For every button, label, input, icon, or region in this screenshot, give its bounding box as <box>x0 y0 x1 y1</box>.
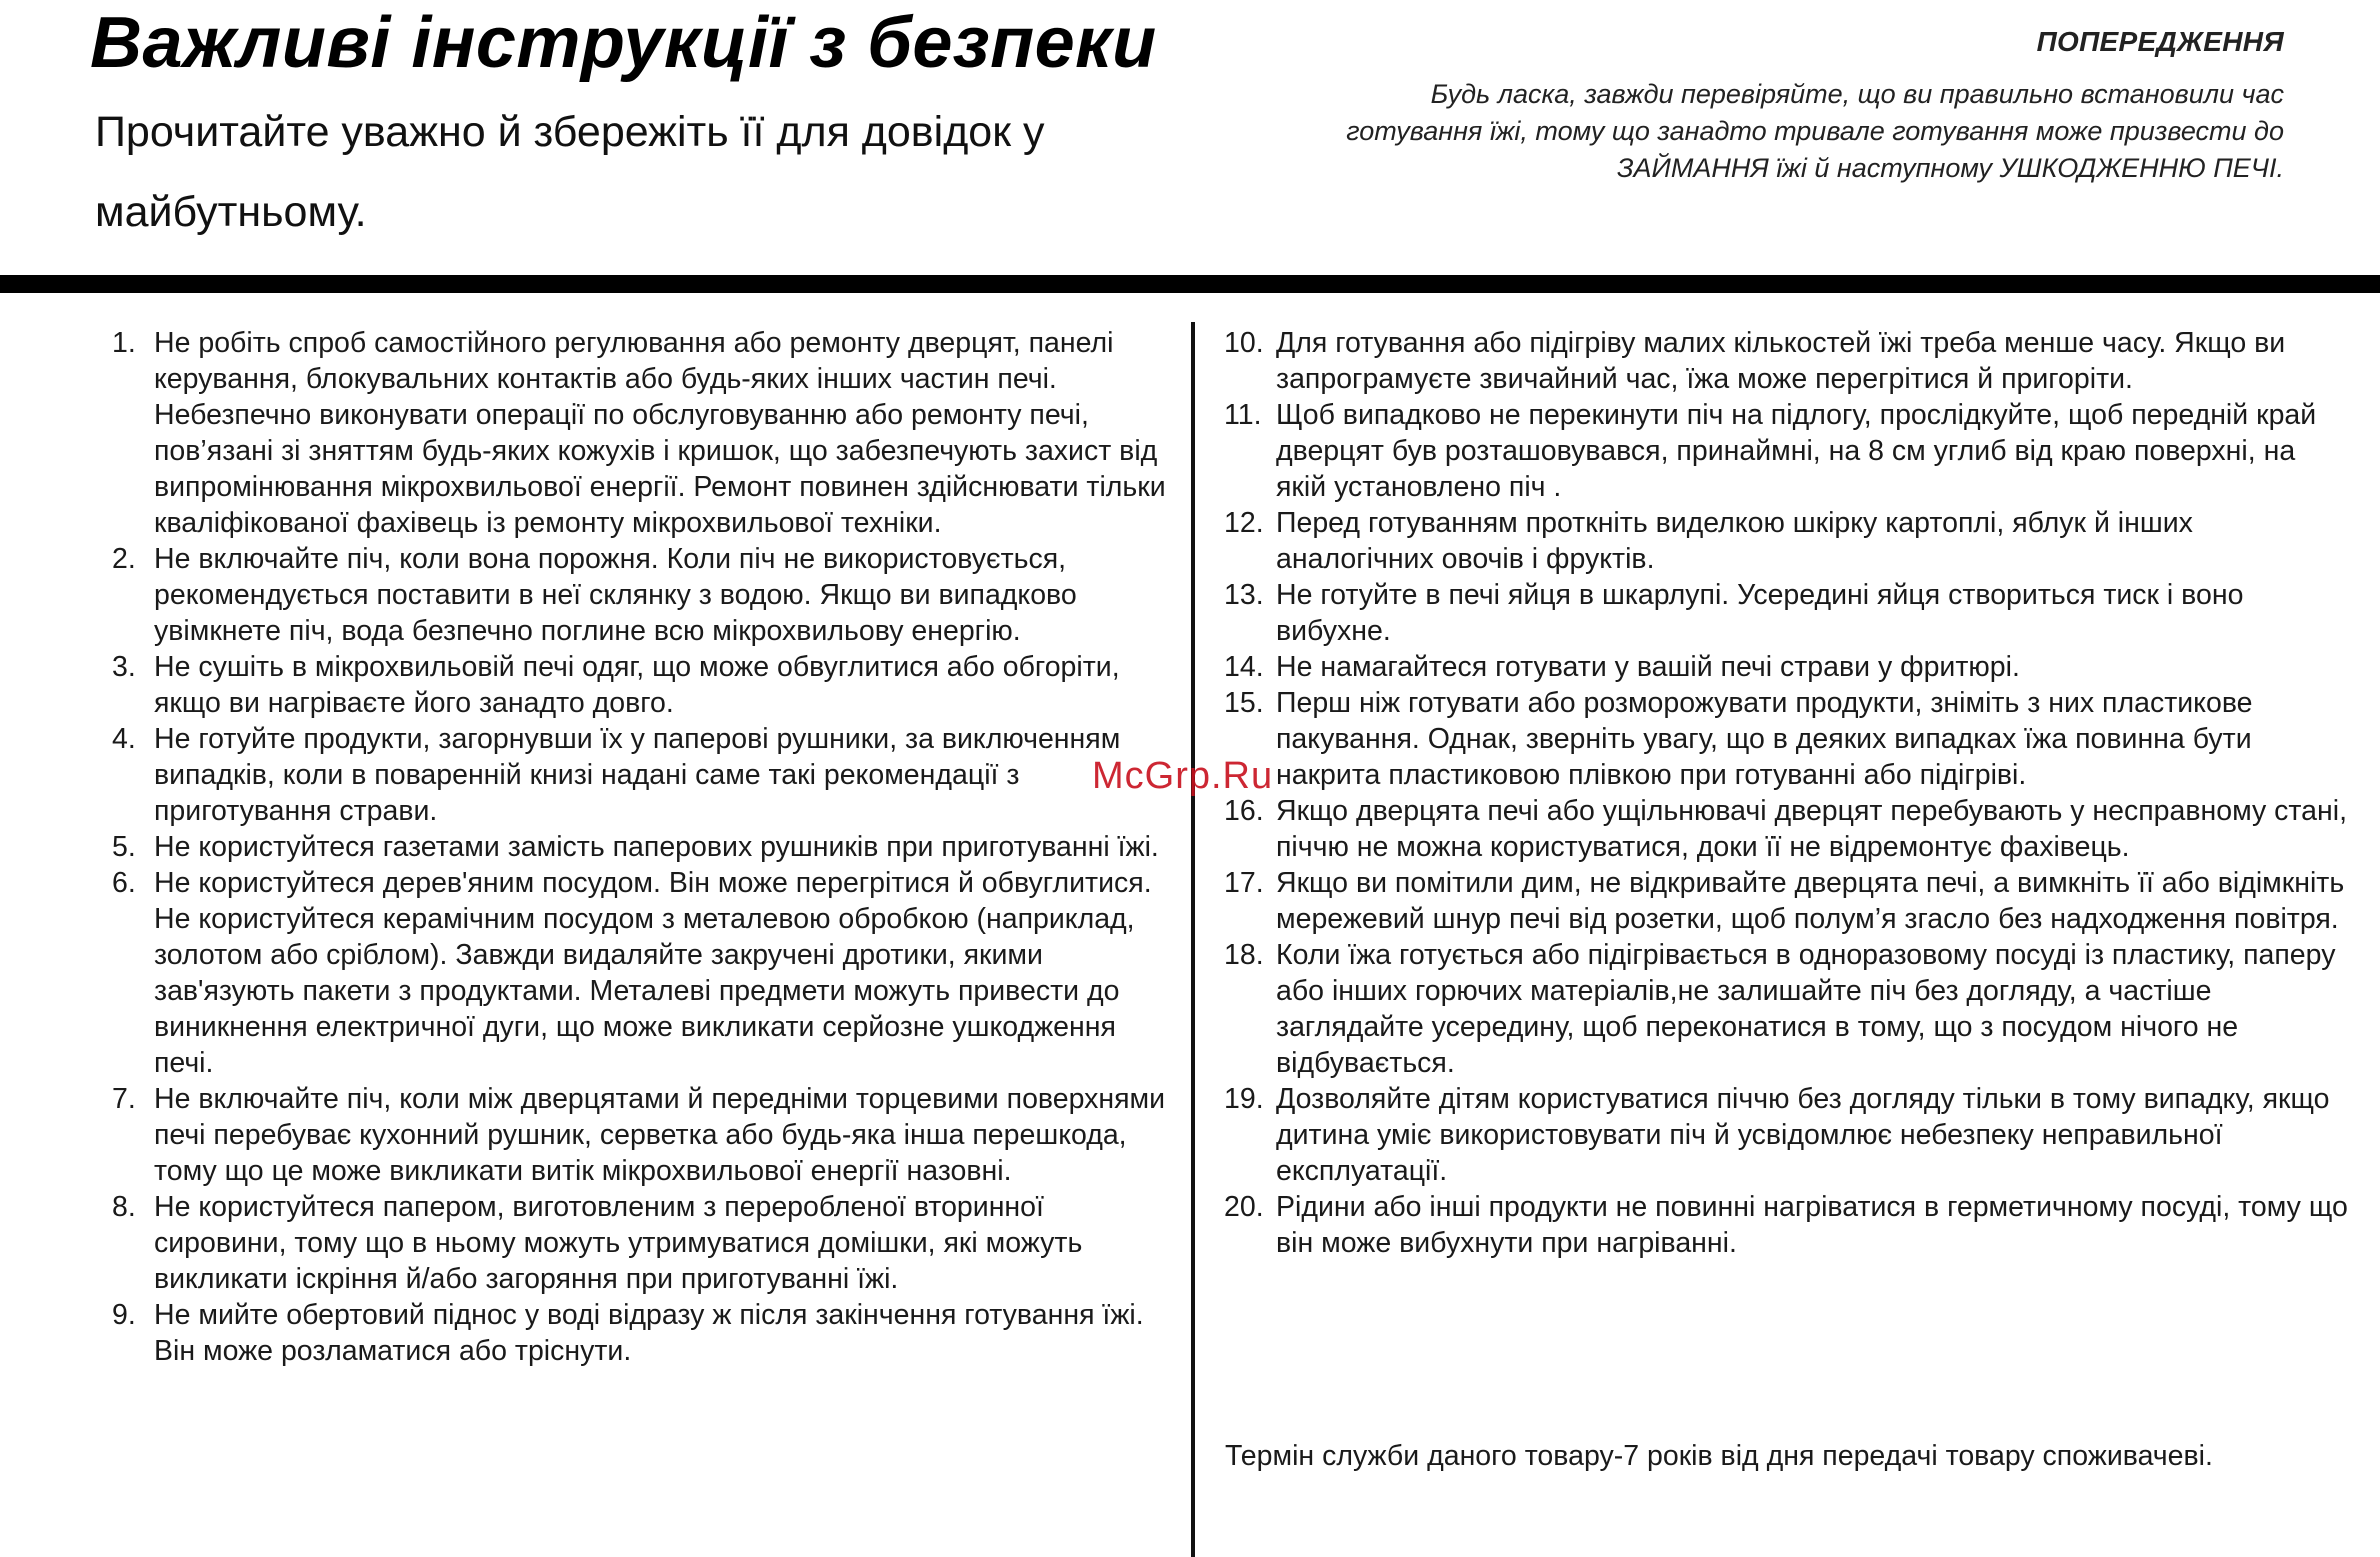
item-text: Перш ніж готувати або розморожувати продукти, зніміть з них пластикове пакування. Однак, зверніть увагу, що в деяких випадках їжа повинна бути накрита пластиковою плівкою при готуванні або підігріві. <box>1276 687 2253 791</box>
list-item <box>112 1297 1172 1369</box>
item-text: Дозволяйте дітям користуватися піччю без догляду тільки в тому випадку, якщо дитина уміє використовувати піч й усвідомлює небезпеку неправильної експлуатації. <box>1276 1083 2330 1187</box>
list-item <box>112 1081 1172 1189</box>
instructions-right-column <box>1220 325 2350 1261</box>
header-divider <box>0 275 2380 293</box>
warning-box <box>1344 26 2284 187</box>
item-text: Не готуйте продукти, загорнувши їх у паперові рушники, за виключенням випадків, коли в поваренній книзі надані саме такі рекомендації з приготування страви. <box>154 723 1121 827</box>
list-item <box>1220 793 2350 865</box>
list-item <box>1220 577 2350 649</box>
item-text: Не робіть спроб самостійного регулювання або ремонту дверцят, панелі керування, блокувальних контактів або будь-яких інших частин печі. Небезпечно виконувати операції по обслуговуванню або ремонту печі, пов’язані зі зняттям будь-яких кожухів і кришок, що забезпечують захист від випромінювання мікрохвильової енергії. Ремонт повинен здійснювати тільки кваліфікованої фахівець із ремонту мікрохвильової техніки. <box>154 327 1166 539</box>
page-subtitle: Прочитайте уважно й збережіть її для довідок у майбутньому. <box>95 108 1045 236</box>
item-text: Для готування або підігріву малих кількостей їжі треба менше часу. Якщо ви запрограмуєте звичайний час, їжа може перегрітися й пригоріти. <box>1276 327 2286 395</box>
item-text: Не готуйте в печі яйця в шкарлупі. Усередині яйця створиться тиск і воно вибухне. <box>1276 579 2244 647</box>
item-number: 4. <box>112 723 136 755</box>
item-number: 8. <box>112 1191 136 1223</box>
item-number: 9. <box>112 1299 136 1331</box>
list-item <box>112 865 1172 1081</box>
list-item <box>1220 937 2350 1081</box>
item-number: 20. <box>1224 1191 1264 1223</box>
list-item <box>1220 505 2350 577</box>
column-divider <box>1191 322 1195 1557</box>
item-number: 13. <box>1224 579 1264 611</box>
item-number: 7. <box>112 1083 136 1115</box>
list-item <box>1220 685 2350 793</box>
list-item <box>112 541 1172 649</box>
item-text: Не користуйтеся газетами замість паперових рушників при приготуванні їжі. <box>154 831 1159 863</box>
item-number: 18. <box>1224 939 1264 971</box>
item-number: 6. <box>112 867 136 899</box>
list-item <box>1220 397 2350 505</box>
item-number: 10. <box>1224 327 1264 359</box>
list-item <box>112 649 1172 721</box>
list-item <box>112 1189 1172 1297</box>
item-text: Якщо дверцята печі або ущільнювачі дверцят перебувають у несправному стані, піччю не можна користуватися, доки її не відремонтує фахівець. <box>1276 795 2348 863</box>
item-text: Коли їжа готується або підігрівається в одноразовому посуді із пластику, паперу або інших горючих матеріалів,не залишайте піч без догляду, а частіше заглядайте усередину, щоб переконатися в тому, що з посудом нічого не відбувається. <box>1276 939 2336 1079</box>
item-text: Перед готуванням проткніть виделкою шкірку картоплі, яблук й інших аналогічних овочів і фруктів. <box>1276 507 2193 575</box>
service-life-note: Термін служби даного товару-7 років від дня передачі товару споживачеві. <box>1225 1440 2213 1472</box>
item-number: 16. <box>1224 795 1264 827</box>
list-item <box>112 325 1172 541</box>
item-text: Не сушіть в мікрохвильовій печі одяг, що може обвуглитися або обгоріти, якщо ви нагріваєте його занадто довго. <box>154 651 1120 719</box>
item-text: Якщо ви помітили дим, не відкривайте дверцята печі, а вимкніть її або відімкніть мережевий шнур печі від розетки, щоб полум’я згасло без надходження повітря. <box>1276 867 2345 935</box>
warning-text: Будь ласка, завжди перевіряйте, що ви правильно встановили час готування їжі, тому що занадто тривале готування може призвести до ЗАЙМАННЯ їжі й наступному УШКОДЖЕННЮ ПЕЧІ. <box>1346 79 2284 183</box>
instructions-left-column <box>112 325 1172 1369</box>
item-number: 17. <box>1224 867 1264 899</box>
item-text: Не включайте піч, коли між дверцятами й передніми торцевими поверхнями печі перебуває кухонний рушник, серветка або будь-яка інша перешкода, тому що це може викликати витік мікрохвильової енергії назовні. <box>154 1083 1166 1187</box>
item-text: Не мийте обертовий піднос у воді відразу ж після закінчення готування їжі. Він може розламатися або тріснути. <box>154 1299 1144 1367</box>
item-number: 11. <box>1224 399 1262 431</box>
item-number: 5. <box>112 831 136 863</box>
warning-title: ПОПЕРЕДЖЕННЯ <box>2036 26 2284 57</box>
watermark: McGrp.Ru <box>1092 755 1274 797</box>
item-number: 3. <box>112 651 136 683</box>
list-item <box>112 721 1172 829</box>
item-text: Рідини або інші продукти не повинні нагріватися в герметичному посуді, тому що він може вибухнути при нагріванні. <box>1276 1191 2348 1259</box>
item-number: 19. <box>1224 1083 1264 1115</box>
item-text: Не користуйтеся дерев'яним посудом. Він може перегрітися й обвуглитися. Не користуйтеся керамічним посудом з металевою обробкою (наприклад, золотом або сріблом). Завжди видаляйте закручені дротики, якими зав'язують пакети з продуктами. Металеві предмети можуть привести до виникнення електричної дуги, що може викликати серйозне ушкодження печі. <box>154 867 1152 1079</box>
list-item <box>1220 649 2350 685</box>
item-number: 1. <box>112 327 136 359</box>
item-number: 12. <box>1224 507 1264 539</box>
list-item <box>1220 325 2350 397</box>
list-item <box>1220 1081 2350 1189</box>
item-text: Не намагайтеся готувати у вашій печі страви у фритюрі. <box>1276 651 2020 683</box>
list-item <box>1220 1189 2350 1261</box>
item-text: Не включайте піч, коли вона порожня. Коли піч не використовується, рекомендується поставити в неї склянку з водою. Якщо ви випадково увімкнете піч, вода безпечно поглине всю мікрохвильову енергію. <box>154 543 1077 647</box>
list-item <box>1220 865 2350 937</box>
page-title: Важливі інструкції з безпеки <box>90 3 1157 83</box>
item-number: 2. <box>112 543 136 575</box>
item-number: 15. <box>1224 687 1264 719</box>
item-text: Щоб випадково не перекинути піч на підлогу, прослідкуйте, щоб передній край дверцят був розташовувався, принаймні, на 8 см углиб від краю поверхні, на якій установлено піч . <box>1276 399 2317 503</box>
item-number: 14. <box>1224 651 1264 683</box>
item-text: Не користуйтеся папером, виготовленим з переробленої вторинної сировини, тому що в ньому можуть утримуватися домішки, які можуть викликати іскріння й/або загоряння при приготуванні їжі. <box>154 1191 1083 1295</box>
list-item <box>112 829 1172 865</box>
